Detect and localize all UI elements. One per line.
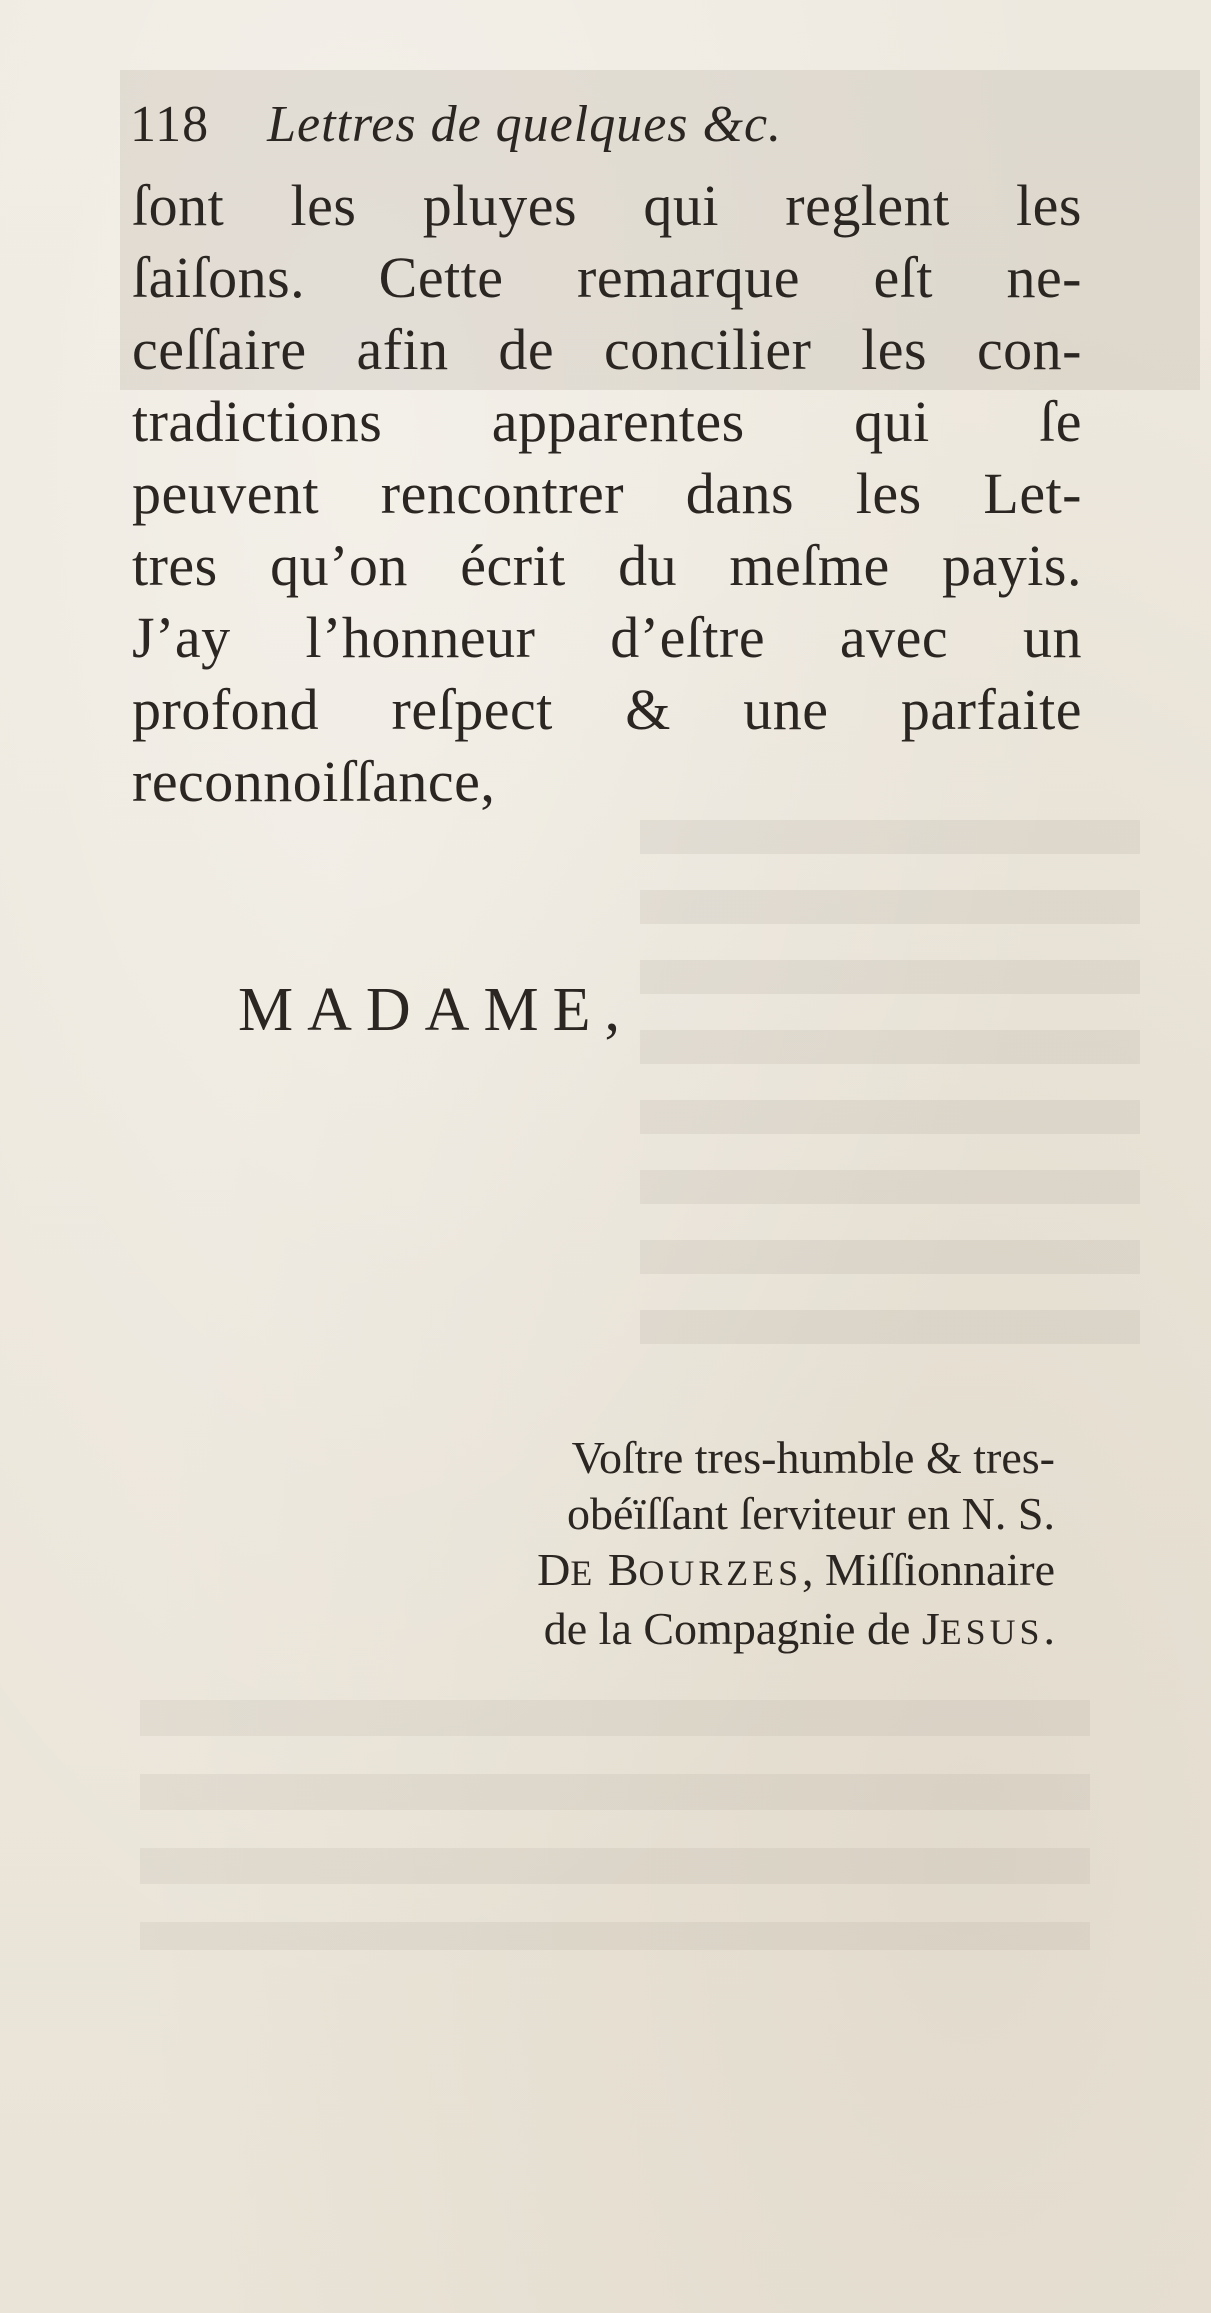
text-line: reconnoiſſance, [132,749,496,814]
signature-smallcaps: E [570,1553,597,1593]
closing-smallcaps: ESUS [939,1612,1044,1652]
text-line: profond reſpect & une parfaite [132,677,1082,742]
text-line: peuvent rencontrer dans les Let- [132,461,1082,526]
text-line: ceſſaire afin de concilier les con- [132,317,1082,382]
show-through-texture-lower [140,1700,1090,1950]
closing-line [537,1601,1055,1660]
closing-line: Voſtre tres-humble & tres- [571,1432,1055,1483]
closing-text: de la Compagnie de J [543,1603,940,1654]
text-line: ſont les pluyes qui reglent les [132,173,1082,238]
show-through-texture [640,820,1140,1380]
page-number: 118 [130,96,210,153]
signature-smallcaps: OURZES [638,1553,803,1593]
text-line: tradictions apparentes qui ſe [132,389,1082,454]
closing-text: . [1043,1603,1055,1654]
body-paragraph [132,170,1082,818]
signature-initial: D [537,1544,571,1595]
closing-signature [537,1430,1055,1660]
signature-line [537,1542,1055,1601]
running-title: Lettres de quelques &c. [267,96,783,153]
salutation: MADAME, [238,976,634,1044]
signature-role: , Miſſionnaire [802,1544,1055,1595]
text-line: J’ay l’honneur d’eſtre avec un [132,605,1082,670]
text-line: ſaiſons. Cette remarque eſt ne- [132,245,1082,310]
running-head [130,95,782,154]
text-line: tres qu’on écrit du meſme payis. [132,533,1082,598]
signature-initial: B [607,1544,639,1595]
closing-line: obéïſſant ſerviteur en N. S. [567,1488,1055,1539]
